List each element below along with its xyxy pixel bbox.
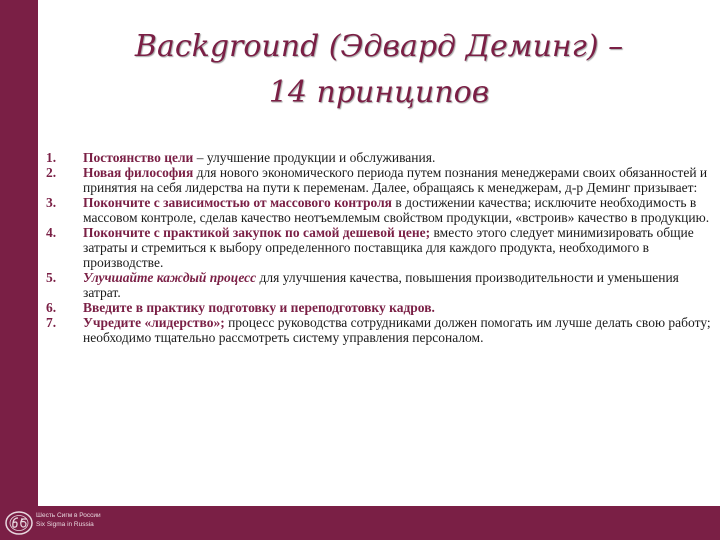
- list-item-text: вместо этого следует минимизировать общие затраты и стремиться к выбору определенного поставщика для каждого продукта, необходимого в производстве.: [83, 225, 694, 270]
- list-item-number: 6.: [46, 300, 57, 315]
- footer-brand-ru: Шесть Сигм в России: [36, 512, 101, 519]
- list-item: [46, 195, 712, 225]
- six-sigma-logo-icon: [4, 510, 34, 536]
- list-item: [46, 315, 712, 345]
- list-item-number: 4.: [46, 225, 57, 240]
- list-item-number: 7.: [46, 315, 57, 330]
- left-brand-band: [0, 0, 38, 540]
- list-item-text: в достижении качества; исключите необходимость в массовом контроле, сделав качество неотъемлемым свойством продукции, «встроив» качество в продукцию.: [83, 195, 710, 225]
- list-item-number: 2.: [46, 165, 57, 180]
- list-item-highlight: Покончите с практикой закупок по самой дешевой цене;: [83, 225, 431, 240]
- list-item: [46, 150, 712, 165]
- slide-title: [38, 24, 720, 116]
- list-item-number: 5.: [46, 270, 57, 285]
- list-item: [46, 300, 712, 315]
- footer-bar: [0, 506, 720, 540]
- list-item-highlight: Учредите «лидерство»;: [83, 315, 225, 330]
- list-item: [46, 270, 712, 300]
- list-item: [46, 165, 712, 195]
- list-item: [46, 225, 712, 270]
- slide-title-line-1: Background (Эдвард Деминг) –: [134, 29, 624, 64]
- list-item-number: 3.: [46, 195, 57, 210]
- list-item-text: для улучшения качества, повышения производительности и уменьшения затрат.: [83, 270, 679, 300]
- footer-brand-en: Six Sigma in Russia: [36, 521, 94, 528]
- list-item-highlight: Постоянство цели: [83, 150, 194, 165]
- slide-title-line-2: 14 принципов: [268, 75, 490, 110]
- principles-list: [46, 150, 712, 345]
- list-item-text: для нового экономического периода путем познания менеджерами своих обязанностей и принятия на себя лидерства на пути к переменам. Далее, обращаясь к менеджерам, д-р Деминг призывает:: [83, 165, 708, 195]
- slide-content: [38, 0, 720, 506]
- list-item-text: процесс руководства сотрудниками должен помогать им лучше делать свою работу; необходимо тщательно рассмотреть систему управления персоналом.: [83, 315, 711, 345]
- list-item-highlight: Улучшайте каждый процесс: [83, 270, 257, 285]
- list-item-number: 1.: [46, 150, 57, 165]
- list-item-highlight: Введите в практику подготовку и переподготовку кадров.: [83, 300, 435, 315]
- list-item-highlight: Новая философия: [83, 165, 194, 180]
- list-item-text: – улучшение продукции и обслуживания.: [193, 150, 436, 165]
- list-item-highlight: Покончите с зависимостью от массового контроля: [83, 195, 392, 210]
